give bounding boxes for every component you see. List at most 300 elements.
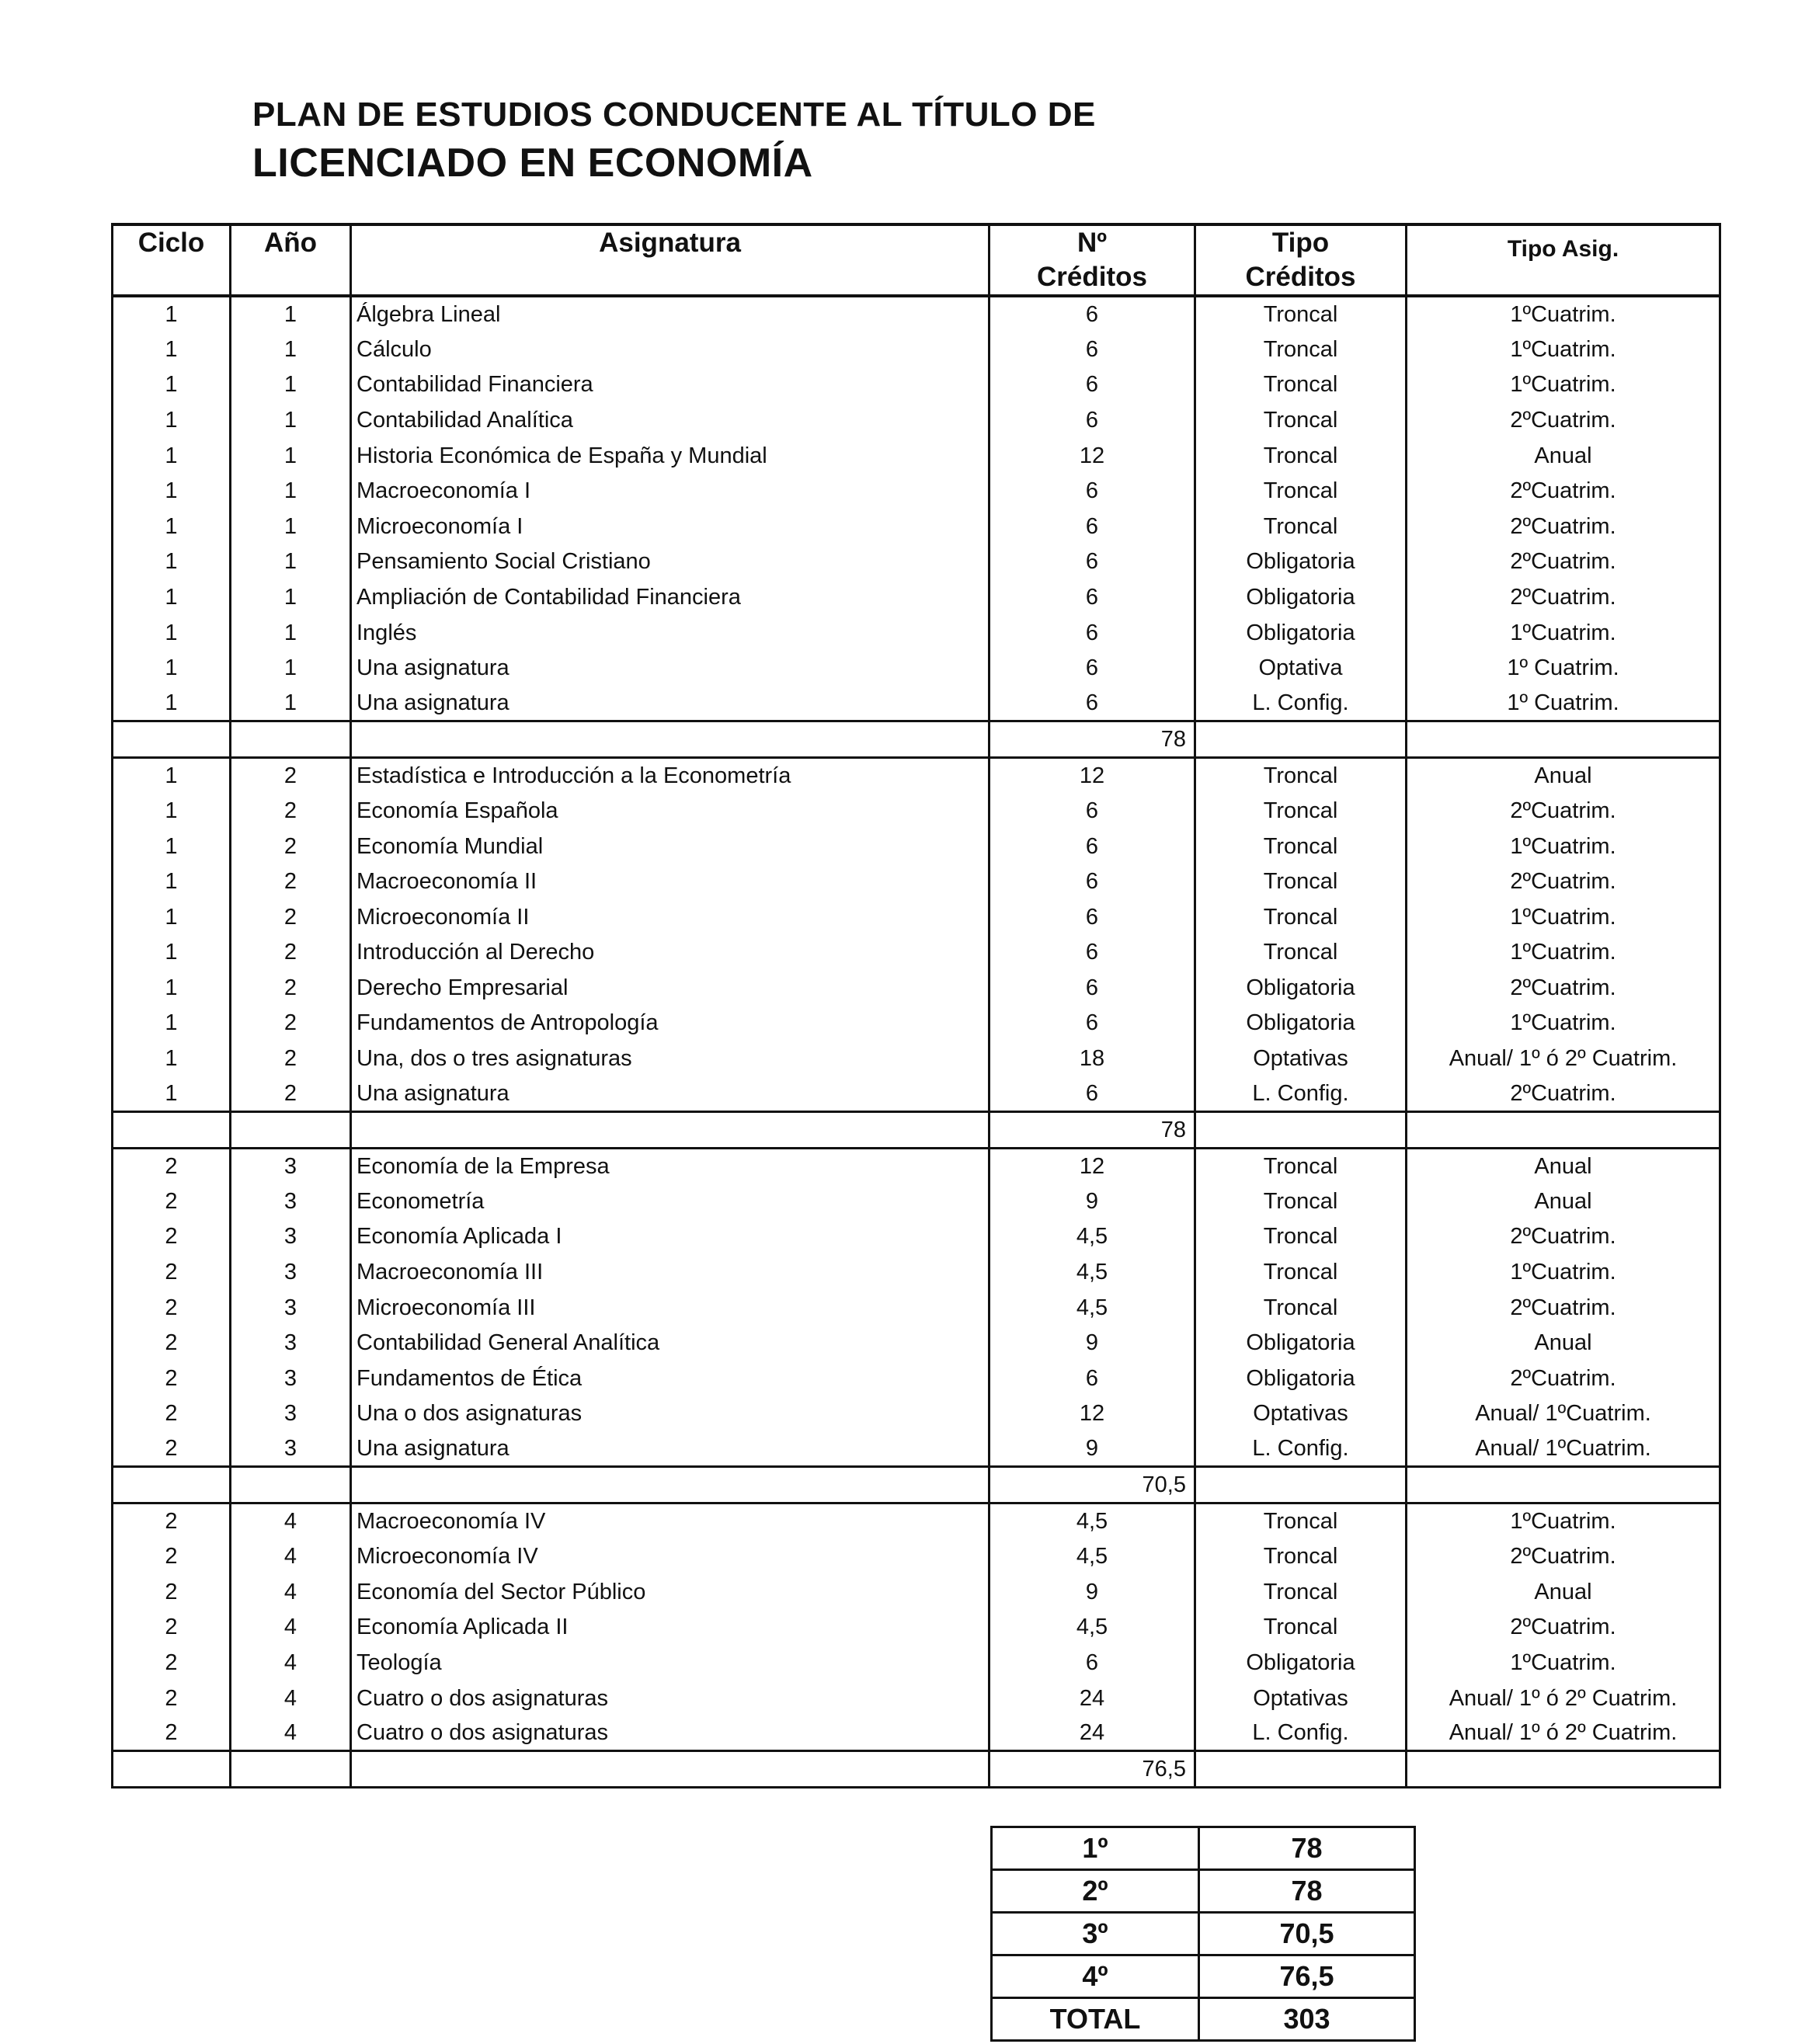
cell-tipo-creditos: Troncal [1195,1148,1407,1184]
subtotal-empty [113,1111,231,1148]
cell-tipo-asig: 1º Cuatrim. [1407,686,1720,721]
cell-tipo-asig: 2ºCuatrim. [1407,1219,1720,1255]
table-row [113,509,1720,544]
subtotal-empty [231,721,351,758]
cell-creditos: 4,5 [989,1610,1195,1646]
subtotal-value: 78 [989,721,1195,758]
cell-asignatura: Fundamentos de Ética [351,1361,989,1396]
cell-asignatura: Cuatro o dos asignaturas [351,1716,989,1751]
cell-ano: 3 [231,1396,351,1432]
cell-ano: 1 [231,332,351,367]
cell-ano: 3 [231,1219,351,1255]
cell-asignatura: Fundamentos de Antropología [351,1006,989,1041]
table-row [113,829,1720,864]
cell-creditos: 4,5 [989,1503,1195,1539]
cell-ano: 1 [231,438,351,474]
cell-creditos: 24 [989,1681,1195,1716]
cell-creditos: 4,5 [989,1538,1195,1574]
cell-tipo-asig: 2ºCuatrim. [1407,1361,1720,1396]
cell-tipo-creditos: Troncal [1195,1290,1407,1326]
totals-row [992,1870,1415,1913]
cell-creditos: 6 [989,1076,1195,1112]
cell-tipo-asig: 1ºCuatrim. [1407,935,1720,971]
cell-tipo-creditos: Optativas [1195,1396,1407,1432]
cell-tipo-creditos: L. Config. [1195,686,1407,721]
cell-asignatura: Pensamiento Social Cristiano [351,544,989,580]
table-row [113,650,1720,686]
totals-label: 1º [992,1827,1199,1870]
plan-body [113,296,1720,1788]
cell-creditos: 6 [989,1645,1195,1681]
cell-ciclo: 1 [113,1006,231,1041]
cell-creditos: 6 [989,367,1195,403]
cell-tipo-asig: 1º Cuatrim. [1407,650,1720,686]
table-row [113,1538,1720,1574]
totals-label: 4º [992,1955,1199,1998]
cell-asignatura: Contabilidad General Analítica [351,1325,989,1361]
cell-ano: 3 [231,1290,351,1326]
cell-creditos: 6 [989,473,1195,509]
cell-asignatura: Macroeconomía IV [351,1503,989,1539]
cell-tipo-asig: 1ºCuatrim. [1407,1006,1720,1041]
table-row [113,1254,1720,1290]
header-creditos-line1: Nº [1076,228,1108,258]
table-row [113,864,1720,899]
table-row [113,1148,1720,1184]
subtotal-empty [1195,1467,1407,1503]
cell-ciclo: 1 [113,829,231,864]
subtotal-empty [231,1111,351,1148]
subtotal-row [113,721,1720,758]
table-row [113,1396,1720,1432]
table-row [113,615,1720,651]
cell-tipo-creditos: Obligatoria [1195,970,1407,1006]
cell-tipo-creditos: Obligatoria [1195,1361,1407,1396]
table-row [113,758,1720,794]
cell-ano: 1 [231,544,351,580]
subtotal-value: 70,5 [989,1467,1195,1503]
totals-value: 78 [1199,1827,1415,1870]
cell-creditos: 6 [989,579,1195,615]
cell-ciclo: 2 [113,1681,231,1716]
cell-ano: 4 [231,1645,351,1681]
cell-asignatura: Una o dos asignaturas [351,1396,989,1432]
table-row [113,1184,1720,1219]
subtotal-empty [1195,721,1407,758]
cell-ciclo: 1 [113,650,231,686]
cell-creditos: 6 [989,1006,1195,1041]
cell-ciclo: 1 [113,899,231,935]
cell-creditos: 24 [989,1716,1195,1751]
cell-asignatura: Economía del Sector Público [351,1574,989,1610]
subtotal-empty [113,1467,231,1503]
cell-creditos: 9 [989,1574,1195,1610]
cell-creditos: 12 [989,758,1195,794]
cell-tipo-creditos: Troncal [1195,935,1407,971]
cell-tipo-asig: 1ºCuatrim. [1407,899,1720,935]
cell-tipo-asig: Anual/ 1ºCuatrim. [1407,1396,1720,1432]
table-row [113,1361,1720,1396]
cell-asignatura: Economía Mundial [351,829,989,864]
cell-ano: 3 [231,1184,351,1219]
cell-creditos: 9 [989,1325,1195,1361]
cell-asignatura: Econometría [351,1184,989,1219]
cell-tipo-asig: 1ºCuatrim. [1407,1254,1720,1290]
cell-asignatura: Teología [351,1645,989,1681]
table-row [113,935,1720,971]
cell-creditos: 9 [989,1431,1195,1467]
cell-tipo-creditos: Optativas [1195,1681,1407,1716]
header-creditos [989,224,1195,296]
cell-creditos: 6 [989,864,1195,899]
cell-ciclo: 2 [113,1538,231,1574]
plan-table [111,223,1721,1788]
cell-tipo-asig: Anual [1407,1184,1720,1219]
cell-ciclo: 1 [113,367,231,403]
cell-tipo-creditos: Troncal [1195,402,1407,438]
table-row [113,1006,1720,1041]
cell-ciclo: 1 [113,793,231,829]
header-tipo-creditos [1195,224,1407,296]
subtotal-empty [351,1111,989,1148]
table-row [113,367,1720,403]
cell-asignatura: Macroeconomía II [351,864,989,899]
cell-ciclo: 2 [113,1290,231,1326]
cell-asignatura: Estadística e Introducción a la Econometría [351,758,989,794]
subtotal-row [113,1467,1720,1503]
cell-asignatura: Una asignatura [351,650,989,686]
subtotal-empty [113,721,231,758]
cell-ciclo: 1 [113,509,231,544]
cell-ano: 3 [231,1325,351,1361]
cell-asignatura: Economía Española [351,793,989,829]
cell-ano: 1 [231,650,351,686]
cell-asignatura: Microeconomía II [351,899,989,935]
cell-ano: 2 [231,793,351,829]
cell-creditos: 4,5 [989,1219,1195,1255]
cell-creditos: 12 [989,1396,1195,1432]
cell-tipo-creditos: L. Config. [1195,1076,1407,1112]
cell-asignatura: Contabilidad Analítica [351,402,989,438]
table-row [113,1041,1720,1076]
cell-tipo-creditos: Troncal [1195,793,1407,829]
cell-tipo-creditos: Troncal [1195,758,1407,794]
cell-tipo-creditos: Obligatoria [1195,1006,1407,1041]
cell-tipo-asig: Anual [1407,1325,1720,1361]
cell-asignatura: Microeconomía III [351,1290,989,1326]
cell-asignatura: Derecho Empresarial [351,970,989,1006]
cell-asignatura: Microeconomía I [351,509,989,544]
subtotal-empty [1407,1467,1720,1503]
cell-ano: 2 [231,758,351,794]
cell-creditos: 12 [989,438,1195,474]
cell-ano: 2 [231,935,351,971]
subtotal-empty [1407,1111,1720,1148]
cell-tipo-asig: Anual/ 1º ó 2º Cuatrim. [1407,1041,1720,1076]
cell-tipo-asig: 2ºCuatrim. [1407,1290,1720,1326]
cell-creditos: 6 [989,970,1195,1006]
cell-ciclo: 1 [113,970,231,1006]
cell-tipo-creditos: Troncal [1195,438,1407,474]
subtotal-value: 76,5 [989,1751,1195,1788]
cell-ano: 2 [231,829,351,864]
cell-ciclo: 2 [113,1431,231,1467]
cell-asignatura: Economía de la Empresa [351,1148,989,1184]
cell-ciclo: 1 [113,473,231,509]
totals-value: 78 [1199,1870,1415,1913]
cell-asignatura: Historia Económica de España y Mundial [351,438,989,474]
cell-tipo-creditos: Troncal [1195,1503,1407,1539]
cell-asignatura: Una asignatura [351,1431,989,1467]
cell-tipo-asig: 2ºCuatrim. [1407,970,1720,1006]
table-row [113,970,1720,1006]
cell-asignatura: Macroeconomía I [351,473,989,509]
cell-ano: 1 [231,509,351,544]
cell-tipo-creditos: Troncal [1195,1610,1407,1646]
cell-tipo-creditos: Obligatoria [1195,579,1407,615]
cell-asignatura: Ampliación de Contabilidad Financiera [351,579,989,615]
cell-tipo-creditos: Obligatoria [1195,1325,1407,1361]
cell-tipo-asig: 1ºCuatrim. [1407,1503,1720,1539]
cell-creditos: 6 [989,615,1195,651]
title-line-2: LICENCIADO EN ECONOMÍA [252,141,813,186]
cell-asignatura: Cuatro o dos asignaturas [351,1681,989,1716]
table-row [113,402,1720,438]
totals-label: 3º [992,1913,1199,1955]
cell-tipo-asig: Anual/ 1º ó 2º Cuatrim. [1407,1681,1720,1716]
subtotal-empty [351,1467,989,1503]
table-row [113,579,1720,615]
cell-ciclo: 2 [113,1716,231,1751]
cell-tipo-creditos: Troncal [1195,829,1407,864]
cell-creditos: 12 [989,1148,1195,1184]
table-row [113,1681,1720,1716]
cell-ano: 2 [231,1041,351,1076]
totals-value: 303 [1199,1998,1415,2041]
cell-ano: 1 [231,402,351,438]
cell-ano: 2 [231,864,351,899]
subtotal-empty [1195,1751,1407,1788]
totals-row [992,1827,1415,1870]
cell-tipo-asig: Anual/ 1º ó 2º Cuatrim. [1407,1716,1720,1751]
cell-ciclo: 1 [113,1076,231,1112]
cell-ciclo: 2 [113,1219,231,1255]
table-row [113,1574,1720,1610]
cell-ano: 4 [231,1538,351,1574]
table-row [113,332,1720,367]
subtotal-empty [1407,721,1720,758]
cell-ciclo: 1 [113,758,231,794]
cell-tipo-creditos: Troncal [1195,864,1407,899]
cell-ano: 1 [231,686,351,721]
cell-ciclo: 2 [113,1361,231,1396]
cell-ano: 4 [231,1503,351,1539]
cell-ano: 4 [231,1716,351,1751]
cell-tipo-creditos: Troncal [1195,1184,1407,1219]
cell-tipo-creditos: Troncal [1195,1254,1407,1290]
cell-tipo-creditos: Troncal [1195,1574,1407,1610]
cell-ano: 2 [231,1076,351,1112]
table-row [113,296,1720,332]
cell-ano: 3 [231,1254,351,1290]
cell-creditos: 4,5 [989,1254,1195,1290]
cell-tipo-asig: 1ºCuatrim. [1407,367,1720,403]
cell-creditos: 6 [989,650,1195,686]
subtotal-empty [113,1751,231,1788]
table-row [113,793,1720,829]
cell-tipo-asig: 2ºCuatrim. [1407,793,1720,829]
cell-ano: 3 [231,1431,351,1467]
cell-asignatura: Una asignatura [351,1076,989,1112]
cell-tipo-asig: Anual [1407,438,1720,474]
cell-tipo-asig: Anual [1407,1574,1720,1610]
subtotal-empty [351,721,989,758]
cell-ciclo: 1 [113,1041,231,1076]
table-row [113,1645,1720,1681]
cell-ciclo: 1 [113,615,231,651]
cell-tipo-creditos: Obligatoria [1195,615,1407,651]
cell-creditos: 6 [989,829,1195,864]
cell-tipo-creditos: Obligatoria [1195,1645,1407,1681]
table-row [113,1219,1720,1255]
totals-value: 70,5 [1199,1913,1415,1955]
cell-tipo-creditos: Troncal [1195,509,1407,544]
cell-asignatura: Introducción al Derecho [351,935,989,971]
table-row [113,1610,1720,1646]
cell-tipo-creditos: Troncal [1195,332,1407,367]
cell-ano: 4 [231,1610,351,1646]
cell-tipo-asig: Anual [1407,1148,1720,1184]
cell-tipo-creditos: Optativas [1195,1041,1407,1076]
cell-tipo-creditos: L. Config. [1195,1716,1407,1751]
table-row [113,899,1720,935]
cell-tipo-asig: 2ºCuatrim. [1407,864,1720,899]
totals-table [990,1826,1416,2042]
cell-tipo-asig: 2ºCuatrim. [1407,402,1720,438]
header-tipo-line2: Créditos [1245,262,1356,292]
header-creditos-line2: Créditos [1037,262,1147,292]
cell-asignatura: Inglés [351,615,989,651]
cell-tipo-asig: 2ºCuatrim. [1407,1610,1720,1646]
cell-asignatura: Microeconomía IV [351,1538,989,1574]
cell-ciclo: 1 [113,296,231,332]
cell-ciclo: 2 [113,1645,231,1681]
cell-ano: 4 [231,1574,351,1610]
cell-creditos: 6 [989,332,1195,367]
cell-ciclo: 1 [113,686,231,721]
header-tipo-asig: Tipo Asig. [1407,224,1720,296]
cell-creditos: 6 [989,899,1195,935]
totals-row [992,1913,1415,1955]
cell-tipo-creditos: Troncal [1195,473,1407,509]
cell-ano: 1 [231,367,351,403]
table-row [113,544,1720,580]
cell-asignatura: Contabilidad Financiera [351,367,989,403]
table-row [113,1325,1720,1361]
totals-row [992,1955,1415,1998]
cell-ciclo: 2 [113,1574,231,1610]
totals-label: TOTAL [992,1998,1199,2041]
cell-tipo-asig: 1ºCuatrim. [1407,829,1720,864]
subtotal-value: 78 [989,1111,1195,1148]
subtotal-empty [1407,1751,1720,1788]
totals-value: 76,5 [1199,1955,1415,1998]
cell-ano: 2 [231,970,351,1006]
cell-ano: 2 [231,899,351,935]
header-ano: Año [231,224,351,296]
cell-tipo-asig: 2ºCuatrim. [1407,544,1720,580]
cell-tipo-asig: 1ºCuatrim. [1407,332,1720,367]
cell-asignatura: Una asignatura [351,686,989,721]
cell-ciclo: 1 [113,544,231,580]
header-asignatura: Asignatura [351,224,989,296]
totals-body [992,1827,1415,2041]
cell-asignatura: Economía Aplicada I [351,1219,989,1255]
cell-ciclo: 1 [113,864,231,899]
table-row [113,1503,1720,1539]
cell-ciclo: 1 [113,579,231,615]
subtotal-row [113,1111,1720,1148]
cell-tipo-creditos: Optativa [1195,650,1407,686]
cell-tipo-asig: 1ºCuatrim. [1407,296,1720,332]
subtotal-empty [231,1467,351,1503]
cell-ano: 2 [231,1006,351,1041]
cell-ciclo: 1 [113,402,231,438]
cell-tipo-creditos: Troncal [1195,1538,1407,1574]
cell-creditos: 6 [989,296,1195,332]
cell-ano: 1 [231,473,351,509]
document-title [252,95,1096,188]
cell-asignatura: Cálculo [351,332,989,367]
cell-ano: 3 [231,1148,351,1184]
totals-label: 2º [992,1870,1199,1913]
cell-creditos: 6 [989,402,1195,438]
cell-creditos: 6 [989,544,1195,580]
cell-ciclo: 2 [113,1184,231,1219]
cell-tipo-asig: 1ºCuatrim. [1407,615,1720,651]
table-row [113,1716,1720,1751]
cell-ano: 1 [231,579,351,615]
subtotal-row [113,1751,1720,1788]
cell-asignatura: Economía Aplicada II [351,1610,989,1646]
cell-tipo-asig: Anual/ 1ºCuatrim. [1407,1431,1720,1467]
cell-tipo-creditos: Troncal [1195,367,1407,403]
cell-tipo-creditos: Troncal [1195,899,1407,935]
cell-creditos: 6 [989,935,1195,971]
cell-ciclo: 1 [113,935,231,971]
cell-creditos: 6 [989,1361,1195,1396]
cell-ciclo: 2 [113,1325,231,1361]
header-tipo-line1: Tipo [1271,228,1330,258]
cell-ciclo: 2 [113,1503,231,1539]
cell-ciclo: 2 [113,1610,231,1646]
cell-tipo-creditos: Troncal [1195,1219,1407,1255]
table-row [113,473,1720,509]
cell-tipo-creditos: Troncal [1195,296,1407,332]
table-row [113,1290,1720,1326]
cell-ciclo: 2 [113,1148,231,1184]
table-row [113,1431,1720,1467]
table-row [113,686,1720,721]
cell-tipo-asig: 2ºCuatrim. [1407,473,1720,509]
cell-creditos: 4,5 [989,1290,1195,1326]
cell-tipo-asig: 1ºCuatrim. [1407,1645,1720,1681]
cell-creditos: 9 [989,1184,1195,1219]
cell-ano: 4 [231,1681,351,1716]
cell-ciclo: 1 [113,438,231,474]
table-row [113,1076,1720,1112]
cell-tipo-asig: 2ºCuatrim. [1407,509,1720,544]
